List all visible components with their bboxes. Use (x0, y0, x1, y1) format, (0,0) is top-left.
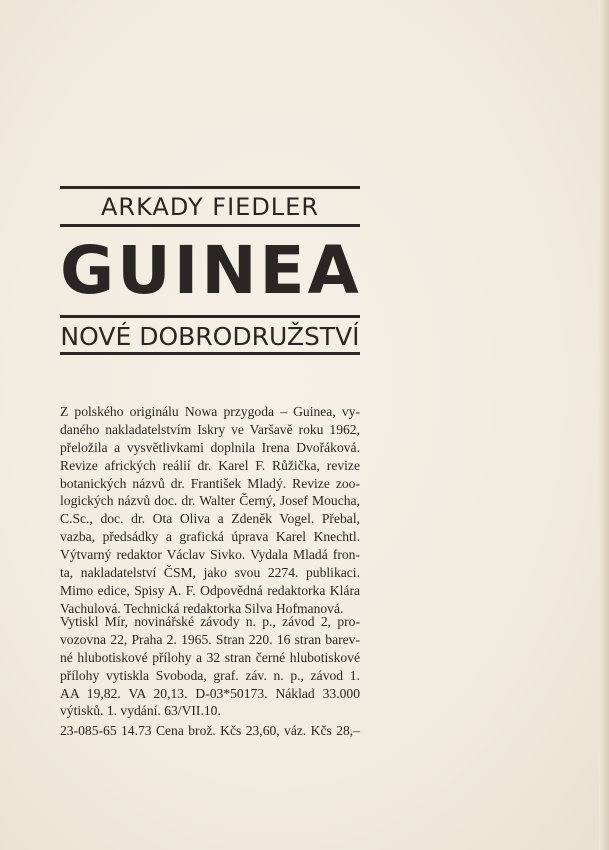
text-line: výtisků. 1. vydání. 63/VII.10. (60, 703, 221, 719)
text-line: ta, nakladatelství ČSM, jako svou 2274. publikaci. (60, 565, 360, 581)
text-line: přeložila a vysvětlivkami doplnila Irena Dvořáková. (60, 439, 360, 455)
text-line: Revize afrických reálií dr. Karel F. Růžička, revize (60, 457, 360, 473)
text-line: botanických názvů dr. František Mladý. Revize zoo- (60, 475, 360, 491)
text-line: Mimo edice, Spisy A. F. Odpovědná redaktorka Klára (60, 582, 360, 598)
rule-under-title (60, 315, 360, 318)
text-line: AA 19,82. VA 20,13. D-03*50173. Náklad 33.000 (60, 685, 360, 701)
price-line (60, 722, 360, 740)
rule-under-author (60, 224, 360, 227)
text-line: 23-085-65 14.73 Cena brož. Kčs 23,60, váz. Kčs 28,– (60, 723, 360, 738)
text-line: přílohy vytiskla Svoboda, graf. záv. n. p., závod 1. (60, 667, 360, 683)
author-name: ARKADY FIEDLER (100, 193, 320, 221)
text-line: daného nakladatelstvím Iskry ve Varšavě roku 1962, (60, 421, 360, 437)
book-title: GUINEA (60, 232, 362, 309)
rule-bottom (60, 352, 360, 355)
text-line: logických názvů doc. dr. Walter Černý, Josef Moucha, (60, 493, 360, 509)
book-subtitle: NOVÉ DOBRODRUŽSTVÍ (60, 322, 360, 351)
text-line: vazba, předsádky a grafická úprava Karel Knechtl. (60, 529, 360, 545)
text-line: né hlubotiskové přílohy a 32 stran černé hlubotiskové (60, 649, 360, 665)
text-line: C.Sc., doc. dr. Ota Oliva a Zdeněk Vogel. Přebal, (60, 511, 360, 527)
rule-top (60, 186, 360, 189)
text-line: Z polského originálu Nowa przygoda – Guinea, vy- (60, 404, 360, 419)
colophon-paragraph-1 (60, 403, 360, 618)
text-line: Výtvarný redaktor Václav Sivko. Vydala Mladá fron- (60, 547, 360, 563)
text-line: vozovna 22, Praha 2. 1965. Stran 220. 16 stran barev- (60, 631, 360, 647)
text-line: Vytiskl Mír, novinářské závody n. p., závod 2, pro- (60, 614, 360, 629)
text-line: Vachulová. Technická redaktorka Silva Hofmanová. (60, 600, 344, 616)
colophon-paragraph-2 (60, 613, 360, 720)
page-edge (599, 0, 609, 850)
